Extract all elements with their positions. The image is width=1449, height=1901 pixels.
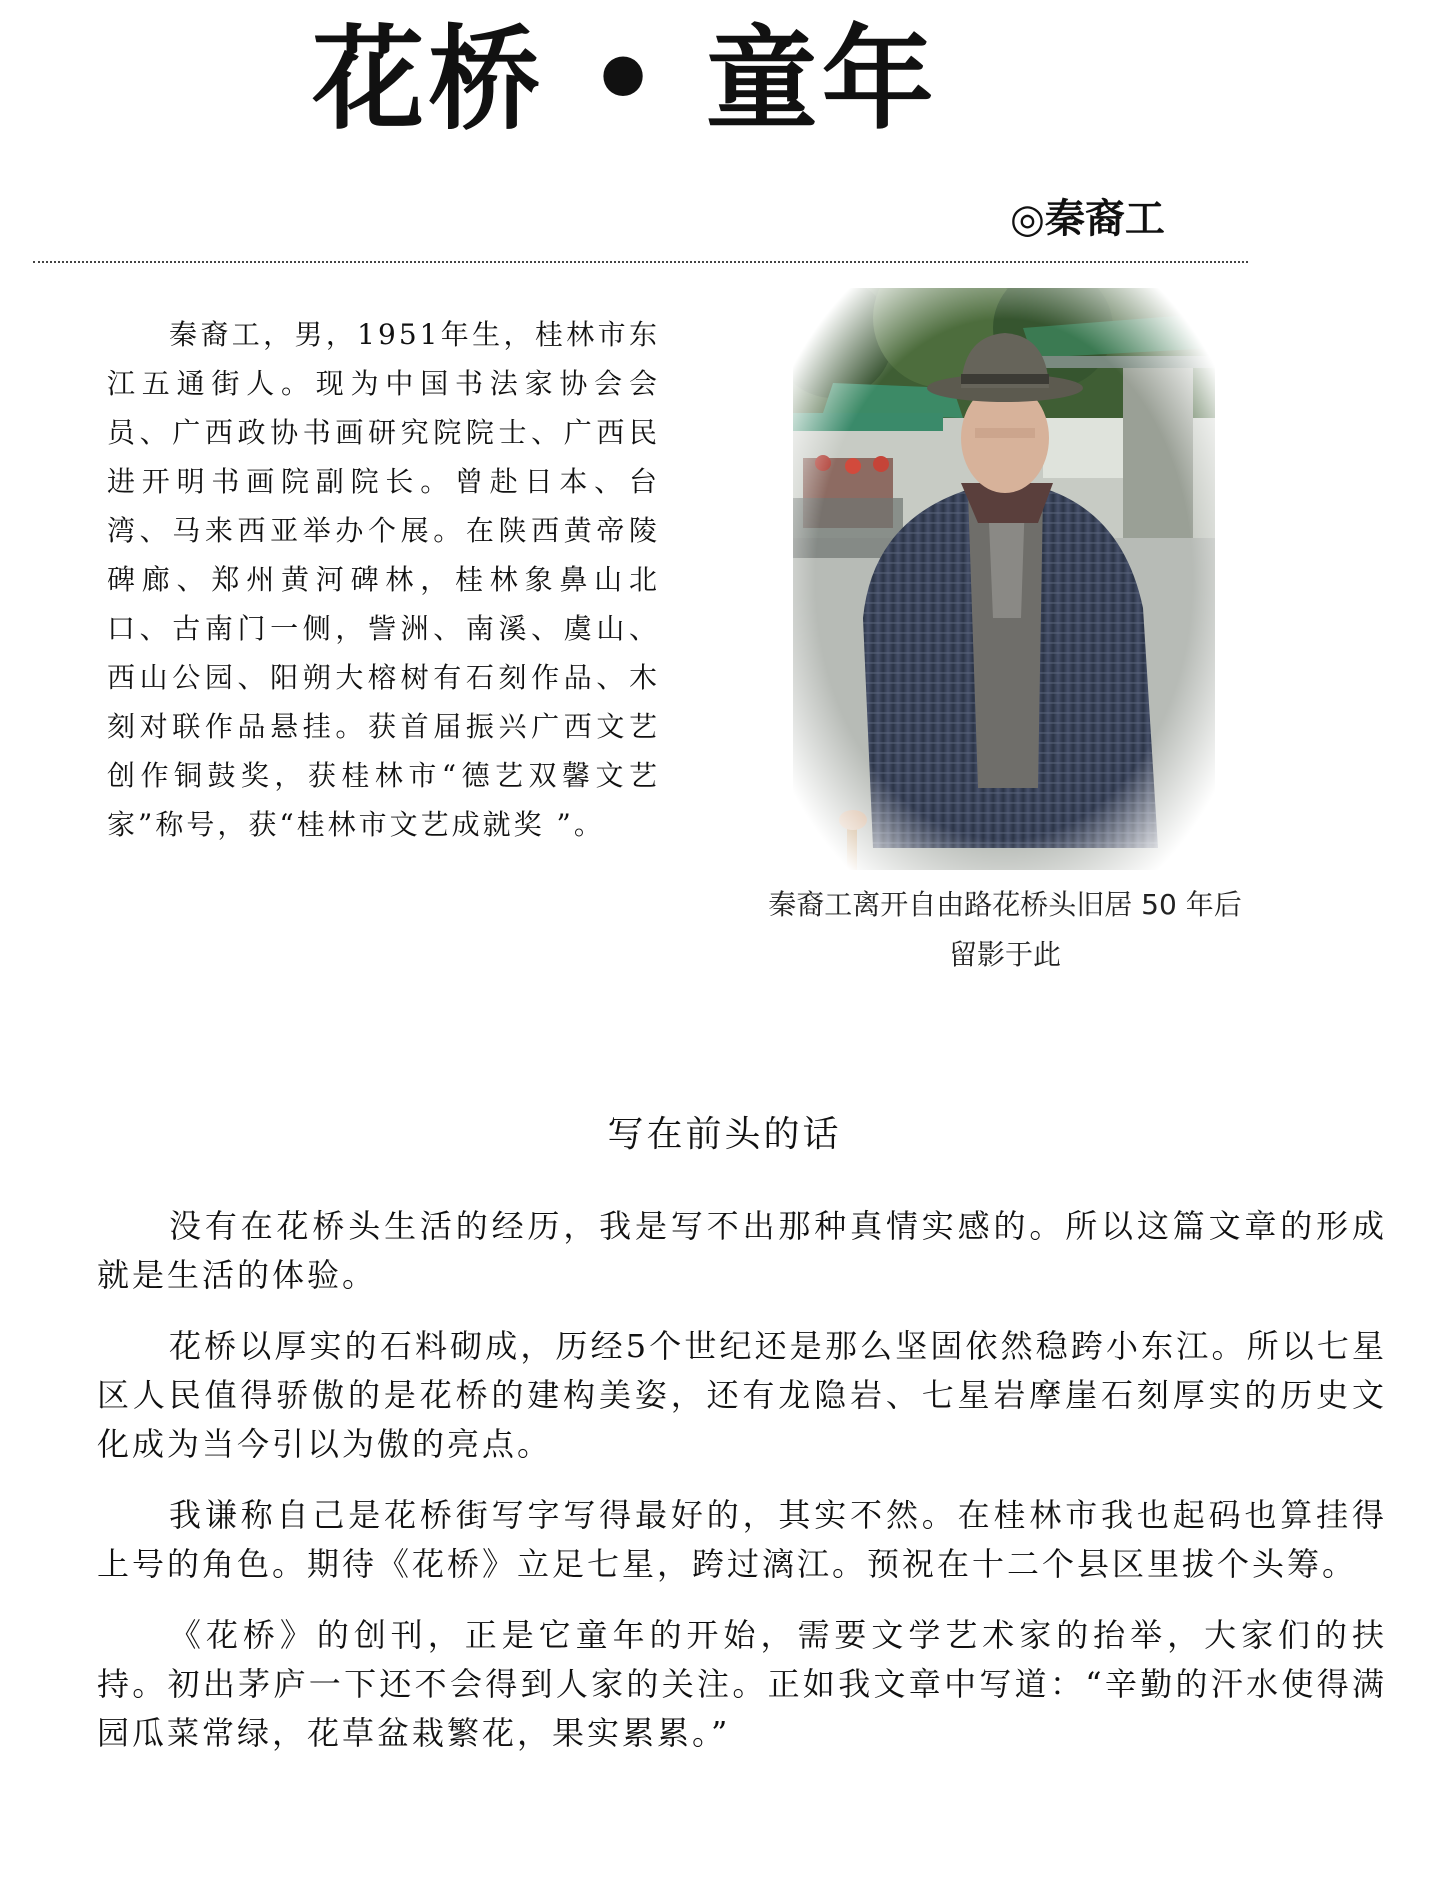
caption-line-2: 留影于此 [948, 938, 1061, 971]
section-title: 写在前头的话 [607, 1114, 842, 1155]
paragraph: 没有在花桥头生活的经历，我是写不出那种真情实感的。所以这篇文章的形成就是生活的体验。 [97, 1207, 1387, 1294]
author-photo [793, 288, 1215, 870]
page-title: 花桥 • 童年 [312, 15, 938, 145]
dotted-divider [33, 261, 1248, 263]
paragraph: 我谦称自己是花桥街写字写得最好的，其实不然。在桂林市我也起码也算挂得上号的角色。期待《花桥》立足七星，跨过漓江。预祝在十二个县区里拔个头筹。 [97, 1496, 1387, 1583]
caption-line-1: 秦裔工离开自由路花桥头旧居 50 年后 [768, 888, 1242, 921]
author-byline: ◎秦裔工 [1010, 196, 1165, 242]
photo-caption [700, 880, 1310, 980]
author-bio: 秦裔工，男，1951年生，桂林市东江五通街人。现为中国书法家协会会员、广西政协书画研究院院士、广西民进开明书画院副院长。曾赴日本、台湾、马来西亚举办个展。在陕西黄帝陵碑廊、郑州黄河碑林，桂林象鼻山北口、古南门一侧，訾洲、南溪、虞山、西山公园、阳朔大榕树有石刻作品、木刻对联作品悬挂。获首届振兴广西文艺创作铜鼓奖，获桂林市“德艺双馨文艺家”称号，获“桂林市文艺成就奖 ”。 [107, 318, 660, 841]
paragraph: 花桥以厚实的石料砌成，历经5个世纪还是那么坚固依然稳跨小东江。所以七星区人民值得骄傲的是花桥的建构美姿，还有龙隐岩、七星岩摩崖石刻厚实的历史文化成为当今引以为傲的亮点。 [97, 1327, 1387, 1463]
paragraph: 《花桥》的创刊，正是它童年的开始，需要文学艺术家的抬举，大家们的扶持。初出茅庐一下还不会得到人家的关注。正如我文章中写道：“辛勤的汗水使得满园瓜菜常绿，花草盆栽繁花，果实累累。” [97, 1616, 1387, 1752]
preface-body [97, 1202, 1387, 1780]
